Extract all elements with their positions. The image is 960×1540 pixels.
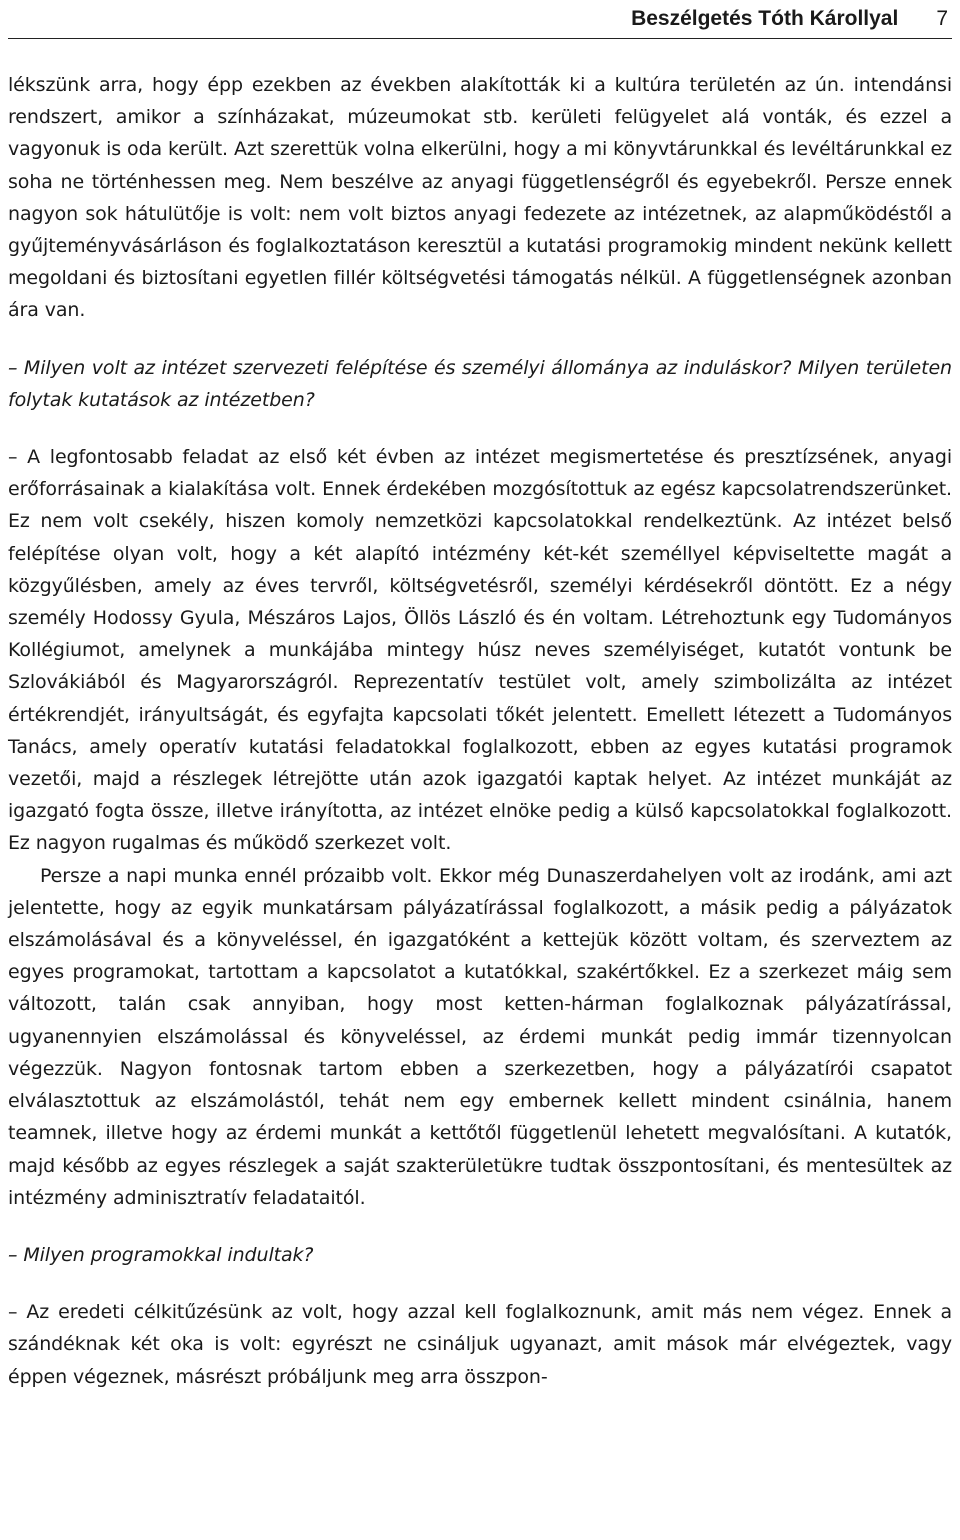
answer-paragraph: – Az eredeti célkitűzésünk az volt, hogy azzal kell foglalkoznunk, amit más nem végez. Ennek a szándéknak két oka is volt: egyrészt ne csináljuk ugyanazt, amit mások már elvégeztek, vagy éppen végeznek, másrészt próbáljunk meg arra összpon- [8,1301,952,1388]
answer-paragraph: Persze a napi munka ennél prózaibb volt. Ekkor még Dunaszerdahelyen volt az irodánk, ami azt jelentette, hogy az egyik munkatársam pályázatírással foglalkozott, a másik pedig a pályázatok elszámolásával és a könyveléssel, én igazgatóként a kettejük között voltam, és szerveztem az egyes programokat, tartottam a kapcsolatot a kutatókkal, szakértőkkel. Ez a szerkezet máig sem változott, talán csak annyiban, hogy most ketten-hárman foglalkoznak pályázatírással, ugyanennyien elszámolással és könyveléssel, az érdemi munkát pedig immár tizennyolcan végezzük. Nagyon fontosnak tartom ebben a szerkezetben, hogy a pályázatírói csapatot elválasztottuk az elszámolástól, tehát nem egy embernek kellett mindent csinálnia, hanem teamnek, illetve hogy az érdemi munkát a kettőtől függetlenül lehetett megvalósítani. A kutatók, majd később az egyes részlegek a saját szakterületükre tudtak összpontosítani, és mentesültek az intézmény adminisztratív feladataitól. [8,864,952,1209]
answer-paragraph: lékszünk arra, hogy épp ezekben az években alakították ki a kultúra területén az ún. intendánsi rendszert, amikor a színházakat, múzeumokat stb. kerületi felügyelet alá vonták, és ezzel a vagyonuk is oda került. Azt szerettük volna elkerülni, hogy a mi könyvtárunkkal és levéltárunkkal ez soha ne történhessen meg. Nem beszélve az anyagi függetlenségről és egyebekről. Persze ennek nagyon sok hátulütője is volt: nem volt biztos anyagi fedezete az intézetnek, az alapműködéstől a gyűjteményvásárláson és foglalkoztatáson keresztül a kutatási programokig mindent nekünk kellett megoldani és biztosítani egyetlen fillér költségvetési támogatás nélkül. A függetlenségnek azonban ára van. [8,74,952,322]
running-header [8,0,952,39]
running-header-title: Beszélgetés Tóth Károllyal [631,7,899,30]
interview-question: – Milyen programokkal indultak? [8,1243,314,1266]
document-page [8,0,952,1393]
article-body [8,69,952,1393]
page-number: 7 [936,7,948,30]
answer-paragraph: – A legfontosabb feladat az első két évben az intézet megismertetése és presztízsének, anyagi erőforrásainak a kialakítása volt. Ennek érdekében mozgósítottuk az egész kapcsolatrendszerünket. Ez nem volt csekély, hiszen komoly nemzetközi kapcsolatokkal rendelkeztünk. Az intézet belső felépítése olyan volt, hogy a két alapító intézmény két-két személlyel képviseltette magát a közgyűlésben, amely az éves tervről, költségvetésről, személyi kérdésekről döntött. Ez a négy személy Hodossy Gyula, Mészáros Lajos, Öllös László és én voltam. Létrehoztunk egy Tudományos Kollégiumot, amelynek a munkájába mintegy húsz neves személyiséget, kutatót vontunk be Szlovákiából és Magyarországról. Reprezentatív testület volt, amely szimbolizálta az intézet értékrendjét, irányultságát, és egyfajta kapcsolati tőkét jelentett. Emellett létezett a Tudományos Tanács, amely operatív kutatási feladatokkal foglalkozott, ebben az egyes kutatási programok vezetői, majd a részlegek létrejötte után azok igazgatói kaptak helyet. Az intézet munkáját az igazgató fogta össze, illetve irányította, az intézet elnöke pedig a külső kapcsolatokkal foglalkozott. Ez nagyon rugalmas és működő szerkezet volt. [8,446,952,855]
interview-question: – Milyen volt az intézet szervezeti felépítése és személyi állománya az induláskor? Milyen területen folytak kutatások az intézetben? [8,356,952,411]
